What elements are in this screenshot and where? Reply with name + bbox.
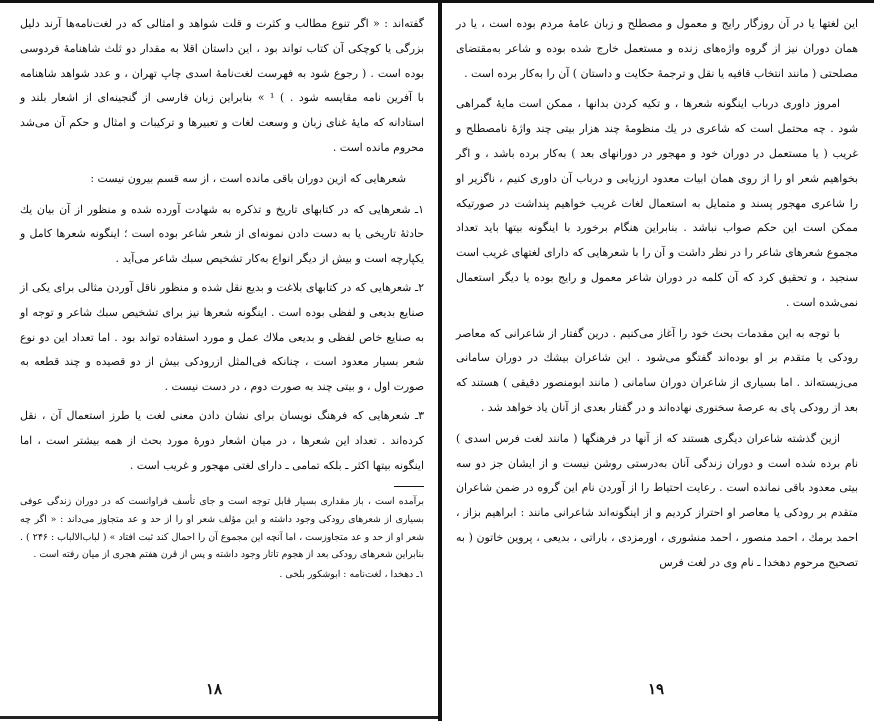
footnote-1: برآمده است ، باز مقداری بسیار قابل توجه است و جای تأسف فراوانست که در دوران زندگی عوفی بسیاری از شعرهای رودکی وجود داشته و این مؤلف شعر او را از حد و عد متجاوز می‌داند : « اگر چه شعر او از حد و عد متجاوزست ، اما آنچه این مجموع آن را احمال کند ثبت افتاد » ( لباب‌الالباب : ۲۴۶ ) . بنابراین شعرهای رودکی بعد از هجوم تاتار وجود داشته و پس از قرن هفتم هجری از میان رفته است . [20,496,424,561]
footnote-separator [394,486,424,487]
right-page [456,12,858,582]
left-list-item-3: ۳ـ شعرهایی که فرهنگ نویسان برای نشان دادن معنی لغت یا طرز استعمال آن ، نقل کرده‌اند . تعداد این شعرها ، در میان اشعار دورهٔ مورد بحث از همه بیشتر است ، اما اینگونه بیتها اکثر ـ بلکه تمامی ـ دارای لغتی مهجور و غریب است . [20,408,424,472]
left-page [20,12,424,585]
left-page-number: ۱۸ [205,680,223,698]
footnote-2: ۱ـ دهخدا ، لغت‌نامه : ابوشکور بلخی . [279,568,424,580]
right-paragraph-2: امروز داوری درباب اینگونه شعرها ، و تکیه کردن بدانها ، ممکن است مایهٔ گمراهی شود . چه محتمل است که شاعری در یك منظومهٔ چند هزار بیتی چند واژهٔ نامصطلح و غریب ( یا مستعمل در دوران خود و مهجور در دورانهای بعد ) به‌کار برده باشد ، و اگر بخواهیم شعر او را از روی همان ابیات معدود ارزیابی و درباب آن داوری کنیم ، ناگزیر او را شاعری مهجور پسند و متمایل به استعمال لغات غریب خواهیم پنداشت در صورتیکه ممکن است این حکم صواب نباشد . بنابراین هنگام برخورد با اینگونه بیتها باید تعداد مجموع شعرهای شاعر را در نظر داشت و آن را با شعرهایی که دارای لغتهای غریب است سنجید ، و تحقیق کرد که آن کلمه در دوران شاعر معمول و رایج بوده یا دیگر استعمال نمی‌شده است . [456,97,858,309]
right-paragraph-1: این لغتها یا در آن روزگار رایج و معمول و مصطلح و زبان عامهٔ مردم بوده است ، یا در همان دوران نیز از گروه واژه‌های زنده و مستعمل خارج شده بوده و شاعر به‌مقتضای مصلحتی ( مانند انتخاب قافیه یا نقل و ترجمهٔ حکایت و داستان ) آن را به‌کار برده است . [456,17,858,80]
left-list-item-2: ۲ـ شعرهایی که در کتابهای بلاغت و بدیع نقل شده و منظور ناقل آوردن مثالی برای یکی از صنایع بدیعی و لفظی بوده است . اینگونه شعرها نیز برای تشخیص سبك شاعر و توجه او به صنایع خاص لفظی و بدیعی ملاك عمل و مورد استفاده تواند بود . اما تعداد این دو نوع شعر بسیار معدود است ، چنانکه فی‌المثل ازرودکی بیش از دو قصیده و چند قطعه به صورت اول ، و بیتی چند به صورت دوم ، در دست نیست . [20,280,424,394]
right-paragraph-3: با توجه به این مقدمات بحث خود را آغاز می‌کنیم . درین گفتار از شاعرانی که معاصر رودکی یا متقدم بر او بوده‌اند گفتگو می‌شود . این شاعران بیشك در دوران سامانی می‌زیسته‌اند . اما بسیاری از شاعران دوران سامانی ( مانند ابومنصور دقیقی ) هستند که بعد از رودکی پای به عرصهٔ سخنوری نهاده‌اند و در گفتار بعدی از آنان یاد خواهد شد . [456,326,858,414]
left-paragraph-1: گفته‌اند : « اگر تنوع مطالب و کثرت و قلت شواهد و امثالی که در لغت‌نامه‌ها آرند دلیل بزرگی یا کوچکی آن کتاب تواند بود ، این داستان اقلا به مقدار دو ثلث شاهنامهٔ فردوسی بوده است . ( رجوع شود به فهرست لغت‌نامهٔ اسدی چاپ تهران ، و عدد شواهد شاهنامه با آفرین نامه مقایسه شود . ) ¹ » بنابراین زبان فارسی از گنجینه‌ای از اشعار بلند و استادانه که مایهٔ غنای زبان و وسعت لغات و تعبیرها و ترکیبات و امثال و حکم آن می‌شد محروم مانده است . [20,17,425,154]
right-paragraph-4: ازین گذشته شاعران دیگری هستند که از آنها در فرهنگها ( مانند لغت فرس اسدی ) نام برده شده است و دوران زندگی آنان به‌درستی روشن نیست و از ایشان جز دو سه بیتی معدود باقی نمانده است . رعایت احتیاط را از آوردن نام این گروه در ضمن شاعران متقدم بر رودکی یا معاصر او احتراز کردیم و از اینگونه‌اند شاعرانی مانند : ابراهیم بزاز ، احمد برمك ، احمد منصور ، احمد منشوری ، اورمزدی ، باراتی ، بدیعی ، پروین خاتون ( به تصحیح مرحوم دهخدا ـ نام وی در لغت فرس [456,431,858,569]
top-border [0,0,874,3]
bottom-border [0,716,438,719]
right-page-number: ۱۹ [647,680,665,698]
left-paragraph-2: شعرهایی که ازین دوران باقی مانده است ، از سه قسم بیرون نیست : [90,171,406,185]
page-gutter [438,0,442,721]
left-list-item-1: ۱ـ شعرهایی که در کتابهای تاریخ و تذکره به شهادت آورده شده و منظور از آن بیان یك حادثهٔ تاریخی یا به دست دادن نمونه‌ای از شعر شاعر بوده است ؛ اینگونه شعرها کامل و یکپارچه است و بیش از دیگر انواع به‌کار تشخیص سبك شاعر می‌آید . [20,202,424,266]
